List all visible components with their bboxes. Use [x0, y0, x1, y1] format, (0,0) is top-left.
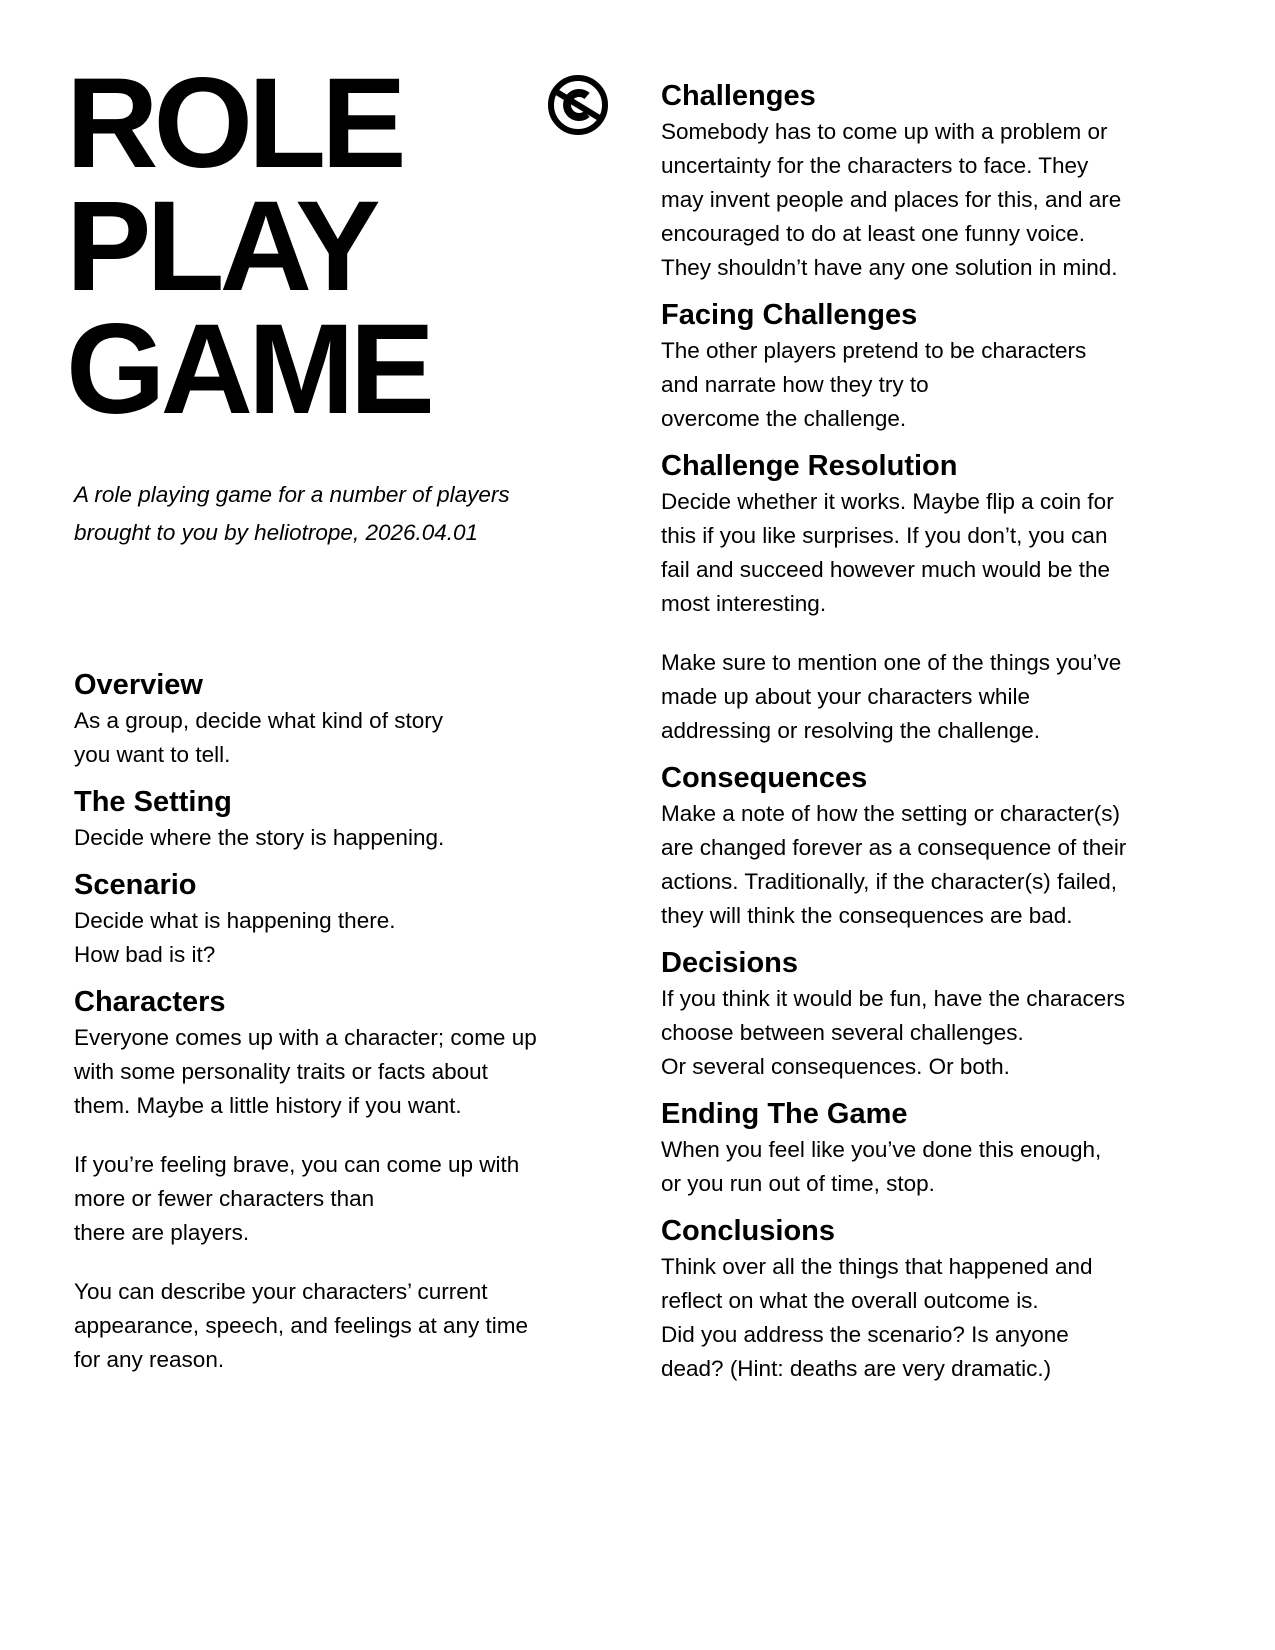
section-heading: Characters	[74, 986, 226, 1018]
section-heading: Overview	[74, 669, 203, 701]
section-heading: Challenges	[661, 80, 816, 112]
section-paragraph: Make sure to mention one of the things you’ve made up about your characters while addressing or resolving the challenge.	[661, 650, 1122, 743]
section-paragraph: Decide whether it works. Maybe flip a coin for this if you like surprises. If you don’t, you can fail and succeed however much would be the most interesting.	[661, 489, 1114, 616]
subtitle-line: A role playing game for a number of players	[74, 482, 510, 507]
section-heading: Conclusions	[661, 1215, 836, 1247]
page-title	[66, 52, 430, 441]
section-heading: Decisions	[661, 947, 798, 979]
title-line: GAME	[66, 298, 430, 441]
right-column	[661, 77, 1221, 1397]
section-heading: Ending The Game	[661, 1098, 908, 1130]
public-domain-icon	[547, 74, 609, 136]
section-the-setting	[74, 783, 614, 855]
section-heading: Consequences	[661, 762, 868, 794]
section-challenges	[661, 77, 1221, 285]
section-challenge-resolution	[661, 447, 1221, 748]
section-facing-challenges	[661, 296, 1221, 436]
section-paragraph: If you think it would be fun, have the characers choose between several challenges. Or several consequences. Or both.	[661, 986, 1126, 1079]
section-paragraph: Make a note of how the setting or character(s) are changed forever as a consequence of their actions. Traditionally, if the character(s) failed, they will think the consequences are bad.	[661, 801, 1127, 928]
section-paragraph: Decide what is happening there. How bad is it?	[74, 908, 396, 967]
subtitle	[74, 476, 510, 552]
section-heading: Facing Challenges	[661, 299, 918, 331]
section-paragraph: Everyone comes up with a character; come up with some personality traits or facts about them. Maybe a little history if you want.	[74, 1025, 537, 1118]
section-paragraph: Somebody has to come up with a problem or uncertainty for the characters to face. They may invent people and places for this, and are encouraged to do at least one funny voice. They shouldn’t have any one solution in mind.	[661, 119, 1122, 280]
section-paragraph: If you’re feeling brave, you can come up with more or fewer characters than there are players.	[74, 1152, 520, 1245]
section-heading: The Setting	[74, 786, 232, 818]
section-heading: Scenario	[74, 869, 197, 901]
section-decisions	[661, 944, 1221, 1084]
title-line: PLAY	[66, 175, 376, 318]
section-paragraph: When you feel like you’ve done this enough, or you run out of time, stop.	[661, 1137, 1102, 1196]
section-heading: Challenge Resolution	[661, 450, 958, 482]
subtitle-line: brought to you by heliotrope, 2026.04.01	[74, 520, 479, 545]
title-line: ROLE	[66, 52, 402, 195]
section-scenario	[74, 866, 614, 972]
section-ending-the-game	[661, 1095, 1221, 1201]
left-column	[74, 666, 614, 1388]
section-paragraph: Think over all the things that happened and reflect on what the overall outcome is. Did you address the scenario? Is anyone dead? (Hint: deaths are very dramatic.)	[661, 1254, 1093, 1381]
section-consequences	[661, 759, 1221, 933]
section-characters	[74, 983, 614, 1377]
section-paragraph: Decide where the story is happening.	[74, 825, 445, 850]
section-paragraph: As a group, decide what kind of story you want to tell.	[74, 708, 443, 767]
section-conclusions	[661, 1212, 1221, 1386]
section-overview	[74, 666, 614, 772]
section-paragraph: The other players pretend to be characters and narrate how they try to overcome the challenge.	[661, 338, 1087, 431]
section-paragraph: You can describe your characters’ current appearance, speech, and feelings at any time for any reason.	[74, 1279, 529, 1372]
